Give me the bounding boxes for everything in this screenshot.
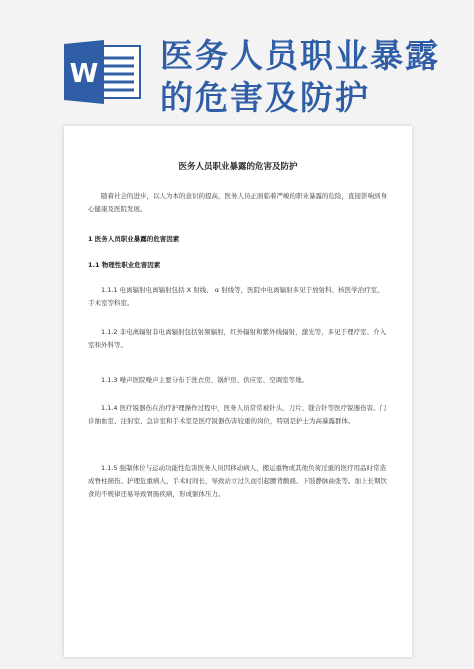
paragraph-1-1-4: 1.1.4 医疗锐器伤在治疗护理操作过程中，医务人员常常被针头、刀片、缝合针等医疗锐器伤害。门诊抽血室、注射室、急诊室和手术室是医疗锐器伤害较重的岗位，特别是护士为高暴露群体。 [88,404,387,425]
paragraph-1-1-3: 1.1.3 噪声医院噪声主要分布于洗衣房、锅炉房、供应室、空调室等地。 [101,376,309,384]
paragraph-1-1-5: 1.1.5 强制体位与运动功能性危害医务人员因移动病人，搬运重物或其他负荷过重的医疗用品时常造成脊柱损伤。护理危重病人，手术时间长，导致站立过久而引起腰背酸痛、下肢静脉曲张等。加上长期饮食的不规律还易导致胃肠疾病，形成躯体压力。 [88,464,387,498]
word-document-icon [60,40,146,104]
document-title: 医务人员职业暴露的危害及防护 [178,162,298,172]
subsection-1-1-heading: 1.1 物理性职业危害因素 [88,261,161,269]
section-1-heading: 1 医务人员职业暴露的危害因素 [88,235,180,243]
banner-header [0,0,474,118]
paragraph-1-1-2: 1.1.2 非电离辐射非电离辐射包括射频辐射，红外辐射和紫外线辐射，激光等，多见于理疗室、介入室和外科等。 [88,328,387,349]
banner-title-line-2: 的危害及防护 [160,78,370,117]
intro-paragraph: 随着社会的进步，以人为本的意识的提高，医务人员正面临着严峻的职业暴露的危险，直接影响到身心健康及医院发展。 [88,192,387,213]
paragraph-1-1-1: 1.1.1 电离辐射电离辐射包括 X 射线、 α 射线等，医院中电离辐射多见于放射科、核医学治疗室、手术室等科室。 [88,286,384,307]
document-page [64,126,412,657]
banner-title-line-1: 医务人员职业暴露 [160,36,440,75]
logo-letter: W [69,59,99,89]
